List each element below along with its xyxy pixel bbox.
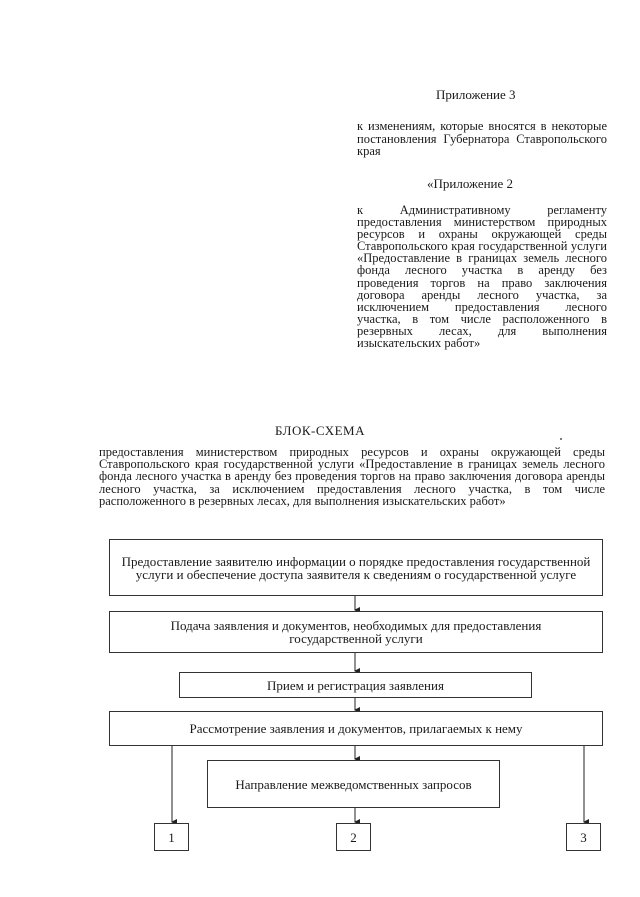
flow-outcome-3-label: 3 [580, 829, 587, 845]
flow-step-interagency-requests-text: Направление межведомственных запросов [235, 776, 472, 792]
flow-step-review-text: Рассмотрение заявления и документов, прилагаемых к нему [189, 721, 523, 736]
appendix-title: Приложение 3 [436, 87, 516, 102]
flow-step-submission [109, 611, 603, 653]
flow-step-registration [179, 672, 532, 698]
appendix2-title: «Приложение 2 [427, 176, 514, 191]
scheme-subtitle: предоставления министерством природных ресурсов и охраны окружающей среды Ставропольского края государственной услуги «Предоставление в границах земель лесного фонда лесного участка в аренду без проведения торгов на право заключения договора аренды лесного участка, за исключением предоставления лесного участка, в том числе расположенного в резервных лесах, для выполнения изыскательских работ» [99, 445, 605, 508]
flow-outcome-2 [336, 823, 371, 851]
scan-speck [560, 438, 562, 440]
flow-step-informing-text: Предоставление заявителю информации о порядке предоставления государственной услуги и обеспечение доступа заявителя к сведениям о государственной услуге [121, 553, 591, 582]
flow-step-review [109, 711, 603, 746]
flow-outcome-3 [566, 823, 601, 851]
flow-step-interagency-requests [207, 760, 500, 808]
appendix2-text: к Административному регламенту предоставления министерством природных ресурсов и охраны окружающей среды Ставропольского края государственной услуги «Предоставление в границах земель лесного фонда лесного участка в аренду без проведения торгов на право заключения договора аренды лесного участка, за исключением предоставления лесного участка, в том числе расположенного в резервных лесах, для выполнения изыскательских работ» [357, 203, 607, 351]
flow-outcome-2-label: 2 [350, 829, 357, 845]
flow-step-submission-text: Подача заявления и документов, необходимых для предоставления государственной услуги [170, 618, 542, 646]
flow-step-informing [109, 539, 603, 596]
appendix-text: к изменениям, которые вносятся в некоторые постановления Губернатора Ставропольского края [357, 119, 607, 158]
scheme-title: БЛОК-СХЕМА [275, 423, 365, 438]
flow-outcome-1-label: 1 [168, 829, 175, 845]
flow-step-registration-text: Прием и регистрация заявления [267, 677, 444, 693]
flow-outcome-1 [154, 823, 189, 851]
